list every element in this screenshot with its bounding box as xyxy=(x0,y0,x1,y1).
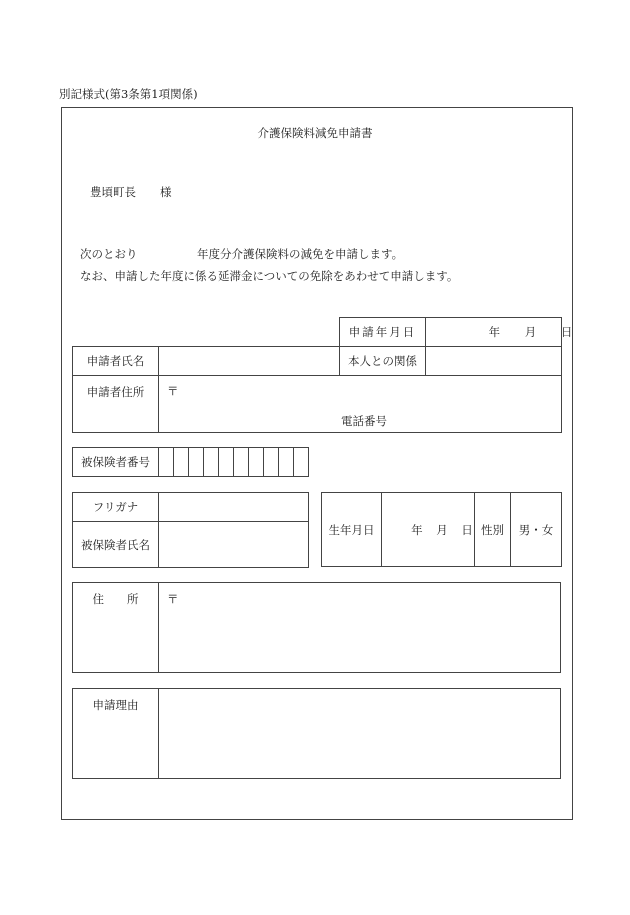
applicant-address-label: 申請者住所 xyxy=(73,376,159,433)
birth-date-label: 生年月日 xyxy=(322,493,382,567)
birth-day-label: 日 xyxy=(461,522,473,537)
digit-box[interactable] xyxy=(294,448,309,477)
body-line1-prefix: 次のとおり xyxy=(80,247,138,261)
address-postal-mark: 〒 xyxy=(167,592,179,606)
applicant-address-field[interactable] xyxy=(159,376,562,433)
reason-field[interactable] xyxy=(159,689,561,779)
digit-box[interactable] xyxy=(279,448,294,477)
digit-box[interactable] xyxy=(204,448,219,477)
addressee-honorific: 様 xyxy=(160,185,172,199)
body-line2: なお、申請した年度に係る延滞金についての免除をあわせて申請します。 xyxy=(80,269,459,283)
relation-field[interactable] xyxy=(426,347,562,376)
date-month-label: 月 xyxy=(524,325,537,339)
insured-number-table xyxy=(72,447,309,477)
sex-options[interactable]: 男・女 xyxy=(511,493,562,567)
birth-sex-table xyxy=(321,492,562,567)
empty-cell xyxy=(73,318,340,347)
form-reference: 別記様式(第3条第1項関係) xyxy=(59,87,198,101)
birth-date-field[interactable] xyxy=(382,493,475,567)
address-table xyxy=(72,582,561,673)
application-date-field[interactable] xyxy=(426,318,573,347)
postal-mark: 〒 xyxy=(167,384,179,398)
digit-box[interactable] xyxy=(159,448,174,477)
relation-label: 本人との関係 xyxy=(340,347,426,376)
insured-name-field[interactable] xyxy=(159,522,309,568)
date-day-label: 日 xyxy=(560,325,573,339)
furigana-field[interactable] xyxy=(159,493,309,522)
applicant-name-label: 申請者氏名 xyxy=(73,347,159,376)
applicant-name-field[interactable] xyxy=(159,347,340,376)
reason-table xyxy=(72,688,561,779)
birth-year-label: 年 xyxy=(411,522,423,537)
reason-label: 申請理由 xyxy=(73,689,159,779)
birth-month-label: 月 xyxy=(436,522,448,537)
fiscal-year-field[interactable] xyxy=(140,244,194,260)
address-field[interactable] xyxy=(159,583,561,673)
digit-box[interactable] xyxy=(189,448,204,477)
digit-box[interactable] xyxy=(264,448,279,477)
sex-label: 性別 xyxy=(475,493,511,567)
insured-name-table xyxy=(72,492,309,568)
applicant-table xyxy=(72,317,573,433)
digit-box[interactable] xyxy=(219,448,234,477)
insured-number-label: 被保険者番号 xyxy=(73,448,159,477)
date-year-label: 年 xyxy=(488,325,501,339)
address-label: 住 所 xyxy=(73,583,159,673)
insured-name-label: 被保険者氏名 xyxy=(73,522,159,568)
digit-box[interactable] xyxy=(249,448,264,477)
application-date-label: 申請年月日 xyxy=(340,318,426,347)
addressee-name: 豊頃町長 xyxy=(90,185,136,199)
phone-label: 電話番号 xyxy=(341,414,387,428)
digit-box[interactable] xyxy=(174,448,189,477)
digit-box[interactable] xyxy=(234,448,249,477)
form-title: 介護保険料減免申請書 xyxy=(257,126,373,140)
body-line1-suffix: 年度分介護保険料の減免を申請します。 xyxy=(197,247,404,261)
furigana-label: フリガナ xyxy=(73,493,159,522)
